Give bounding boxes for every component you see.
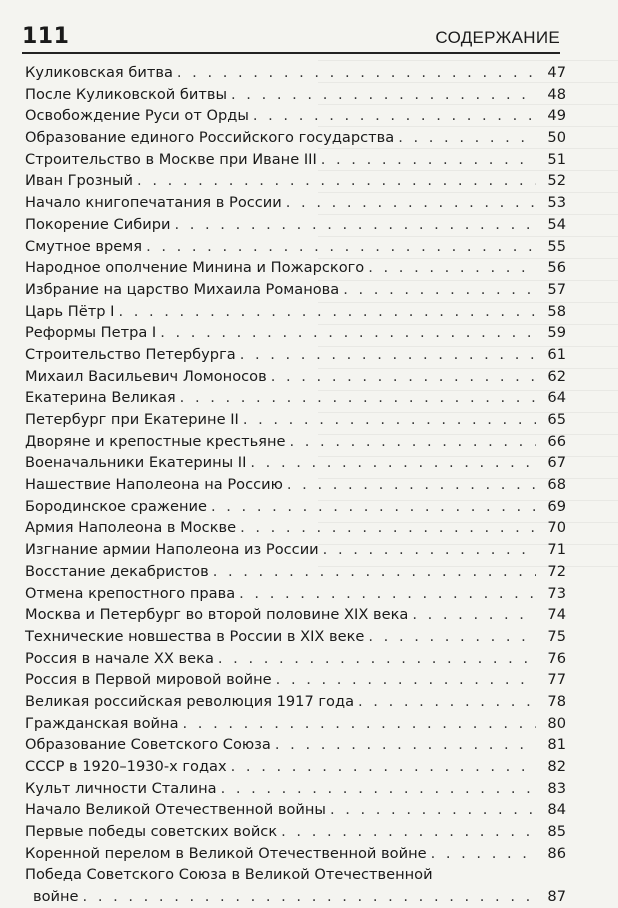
toc-entry-page: 59 [547,324,566,342]
toc-leader-dots [287,474,536,496]
toc-leader-dots [250,452,536,474]
toc-entry [25,192,566,214]
toc-entry [25,778,566,800]
toc-entry [25,561,566,583]
toc-entry-page: 49 [547,107,566,125]
toc-leader-dots [243,409,536,431]
toc-entry [25,366,566,388]
toc-entry [25,517,566,539]
toc-entry-title: Коренной перелом в Великой Отечественной войне [25,844,427,862]
toc-entry [25,864,566,907]
toc-entry-title: Первые победы советских войск [25,823,278,841]
page-header [22,22,560,54]
toc-entry-title: Великая российская революция 1917 года [25,692,355,710]
toc-entry-title: Восстание декабристов [25,562,209,580]
toc-leader-dots [221,778,536,800]
toc-entry-title: Россия в Первой мировой войне [25,671,272,689]
toc-entry-page: 65 [547,411,566,428]
toc-leader-dots [286,192,536,214]
toc-entry-page: 80 [547,714,566,732]
toc-entry-title: Покорение Сибири [25,215,171,233]
toc-entry-title: Избрание на царство Михаила Романова [25,280,340,298]
toc-entry [25,583,566,605]
toc-leader-dots [177,62,536,84]
toc-leader-dots [160,322,536,344]
toc-entry-title: Нашествие Наполеона на Россию [25,476,283,494]
toc-entry-page: 62 [547,367,566,385]
toc-entry-title: Куликовская битва [25,64,173,81]
toc-entry-page: 81 [547,736,566,754]
toc-entry-page: 57 [547,280,566,298]
toc-leader-dots [137,170,536,192]
toc-entry-title: Царь Пётр I [25,302,115,320]
toc-entry-title: Военачальники Екатерины II [25,454,247,472]
toc-entry-page: 50 [547,129,566,147]
toc-entry [25,170,566,192]
toc-entry-title: Михаил Васильевич Ломоносов [25,367,267,385]
toc-entry-page: 67 [547,454,566,472]
toc-entry-title: Екатерина Великая [25,389,176,407]
toc-entry-title: Победа Советского Союза в Великой Отечественной [25,866,433,884]
toc-entry [25,452,566,474]
toc-entry [25,756,566,778]
toc-leader-dots [275,734,536,756]
toc-entry-page: 52 [547,172,566,190]
toc-entry [25,236,566,258]
toc-leader-dots [240,517,536,539]
toc-entry-title: Образование единого Российского государства [25,129,395,147]
toc-entry-page: 61 [547,345,566,363]
toc-entry [25,648,566,670]
toc-entry [25,799,566,821]
toc-entry [25,149,566,171]
toc-entry [25,322,566,344]
toc-entry [25,821,566,843]
toc-leader-dots [358,691,536,713]
toc-entry-title: Изгнание армии Наполеона из России [25,541,319,559]
toc-entry-title: Народное ополчение Минина и Пожарского [25,259,365,277]
toc-entry-title: Освобождение Руси от Орды [25,107,249,125]
toc-entry-title: Начало Великой Отечественной войны [25,801,326,819]
toc-entry-page: 69 [547,497,566,515]
toc-leader-dots [289,431,536,453]
toc-entry-title: Петербург при Екатерине II [25,411,239,428]
toc-leader-dots [180,387,536,409]
toc-entry-page: 84 [547,801,566,819]
toc-leader-dots [343,279,536,301]
toc-entry-page: 76 [547,649,566,667]
toc-entry-page: 71 [547,541,566,559]
toc-entry [25,843,566,865]
toc-entry-page: 70 [547,519,566,537]
toc-entry [25,301,566,323]
toc-entry-page: 48 [547,85,566,103]
toc-entry-page: 87 [547,888,566,906]
toc-entry-title: Технические новшества в России в XIX веке [25,627,365,645]
toc-leader-dots [330,799,536,821]
toc-entry-title: Строительство Петербурга [25,345,236,363]
toc-entry [25,387,566,409]
toc-entry-title: Иван Грозный [25,172,134,190]
toc-entry-page: 66 [547,432,566,450]
toc-leader-dots [368,257,536,279]
toc-entry-title: Дворяне и крепостные крестьяне [25,432,286,450]
toc-entry-title: Россия в начале XX века [25,649,214,667]
toc-leader-dots [368,626,536,648]
toc-entry-title: После Куликовской битвы [25,85,228,103]
toc-entry-title: Образование Советского Союза [25,736,271,754]
toc-entry-page: 53 [547,194,566,212]
toc-leader-dots [321,149,536,171]
toc-entry-page: 68 [547,476,566,494]
toc-leader-dots [412,604,536,626]
toc-leader-dots [281,821,536,843]
toc-leader-dots [431,843,536,865]
toc-entry [25,257,566,279]
toc-entry-title: Отмена крепостного права [25,584,236,602]
toc-entry-page: 85 [547,823,566,841]
toc-entry [25,431,566,453]
toc-entry [25,127,566,149]
toc-entry [25,214,566,236]
toc-entry-page: 56 [547,259,566,277]
toc-leader-dots [271,366,536,388]
toc-entry-title: Строительство в Москве при Иване III [25,150,317,168]
toc-entry [25,669,566,691]
toc-entry [25,474,566,496]
toc-entry-page: 72 [547,562,566,580]
toc-entry-page: 74 [547,606,566,624]
toc-entry-page: 55 [547,237,566,255]
toc-leader-dots [211,496,536,518]
toc-entry [25,84,566,106]
toc-leader-dots [240,344,536,366]
toc-entry [25,734,566,756]
toc-entry-title: Армия Наполеона в Москве [25,519,237,537]
toc-entry [25,691,566,713]
table-of-contents [25,62,566,908]
page-number: 111 [22,24,70,49]
toc-leader-dots [118,301,536,323]
toc-entry-page: 51 [547,150,566,168]
toc-entry-title: Гражданская война [25,714,179,732]
section-title: СОДЕРЖАНИЕ [435,28,560,47]
toc-entry-page: 58 [547,302,566,320]
toc-entry-page: 64 [547,389,566,407]
toc-entry-page: 47 [547,64,566,81]
toc-leader-dots [213,561,536,583]
toc-entry-page: 77 [547,671,566,689]
toc-entry [25,496,566,518]
toc-entry [25,62,566,84]
toc-entry-page: 75 [547,627,566,645]
toc-entry-page: 78 [547,692,566,710]
toc-entry-page: 73 [547,584,566,602]
toc-entry [25,344,566,366]
toc-leader-dots [398,127,536,149]
toc-entry-title: Москва и Петербург во второй половине XIX века [25,606,409,624]
toc-entry [25,626,566,648]
toc-leader-dots [239,583,536,605]
toc-leader-dots [231,84,536,106]
toc-leader-dots [323,539,536,561]
toc-entry-page: 54 [547,215,566,233]
toc-entry [25,604,566,626]
toc-entry-page: 82 [547,758,566,775]
toc-entry-title: Культ личности Сталина [25,779,217,797]
toc-leader-dots [231,756,536,778]
toc-entry [25,105,566,127]
toc-entry [25,279,566,301]
toc-entry-title-continued: войне [33,888,79,906]
toc-leader-dots [83,886,536,908]
toc-leader-dots [253,105,536,127]
toc-entry-title: Начало книгопечатания в России [25,194,282,212]
toc-entry-page: 86 [547,844,566,862]
toc-entry-page: 83 [547,779,566,797]
toc-leader-dots [276,669,536,691]
toc-entry-title: Бородинское сражение [25,497,207,515]
toc-entry-title: СССР в 1920–1930-х годах [25,758,227,775]
toc-entry [25,409,566,431]
toc-entry-title: Реформы Петра I [25,324,157,342]
toc-entry-title: Смутное время [25,237,143,255]
toc-leader-dots [218,648,536,670]
toc-entry [25,539,566,561]
toc-leader-dots [146,236,536,258]
toc-leader-dots [174,214,536,236]
toc-entry [25,713,566,735]
toc-leader-dots [183,713,536,735]
